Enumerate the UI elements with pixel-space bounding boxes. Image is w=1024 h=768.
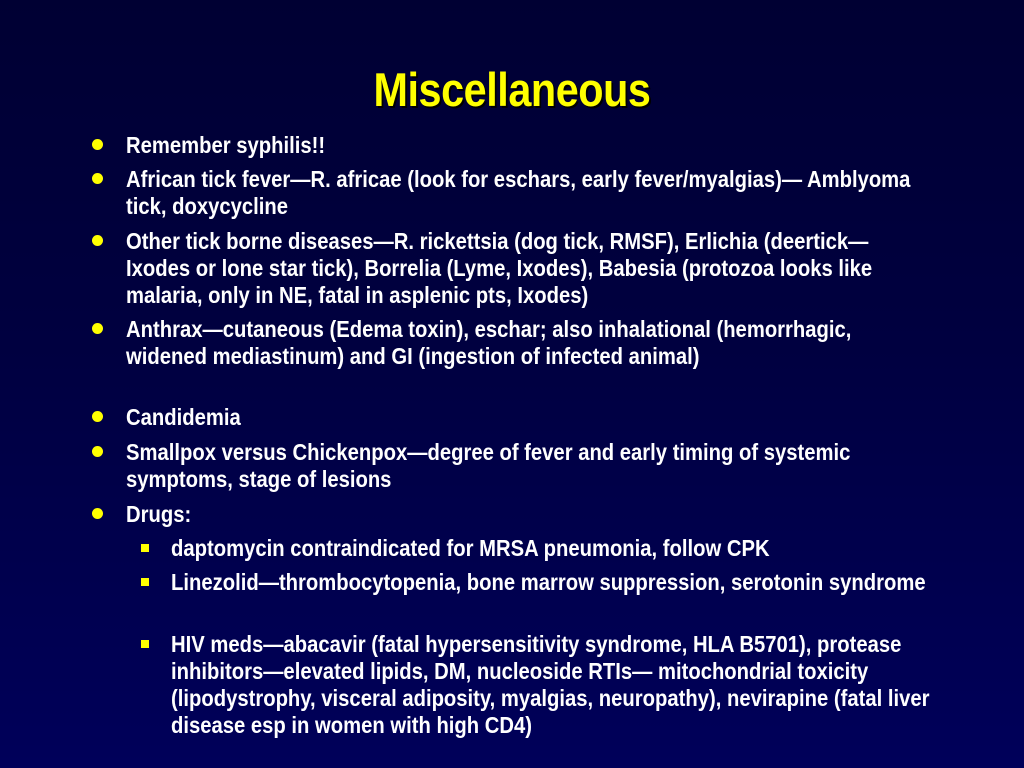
bullet-item: African tick fever—R. africae (look for eschars, early fever/myalgias)— Amblyoma tick, doxycycline bbox=[126, 166, 911, 219]
bullet-icon bbox=[92, 173, 103, 184]
bullet-icon bbox=[92, 411, 103, 422]
bullet-item: Remember syphilis!! bbox=[126, 132, 326, 158]
sub-bullet-icon bbox=[141, 640, 149, 648]
slide-title: Miscellaneous bbox=[373, 63, 651, 116]
sub-bullet-item: Linezolid—thrombocytopenia, bone marrow suppression, serotonin syndrome bbox=[171, 569, 926, 595]
sub-bullet-icon bbox=[141, 578, 149, 586]
sub-bullet-icon bbox=[141, 544, 149, 552]
bullet-item: Candidemia bbox=[126, 404, 241, 430]
sub-bullet-item: HIV meds—abacavir (fatal hypersensitivity syndrome, HLA B5701), protease inhibitors—elevated lipids, DM, nucleoside RTIs— mitochondrial toxicity (lipodystrophy, visceral adiposity, myalgias, neuropathy), nevirapine (fatal liver disease esp in women with high CD4) bbox=[171, 631, 930, 738]
bullet-item: Anthrax—cutaneous (Edema toxin), eschar; also inhalational (hemorrhagic, widened mediastinum) and GI (ingestion of infected animal) bbox=[126, 316, 852, 369]
sub-bullet-item: daptomycin contraindicated for MRSA pneumonia, follow CPK bbox=[171, 535, 770, 561]
bullet-icon bbox=[92, 446, 103, 457]
bullet-item: Other tick borne diseases—R. rickettsia (dog tick, RMSF), Erlichia (deertick—Ixodes or lone star tick), Borrelia (Lyme, Ixodes), Babesia (protozoa looks like malaria, only in NE, fatal in asplenic pts, Ixodes) bbox=[126, 228, 873, 308]
bullet-icon bbox=[92, 139, 103, 150]
bullet-icon bbox=[92, 323, 103, 334]
bullet-item: Drugs: bbox=[126, 501, 192, 527]
bullet-icon bbox=[92, 508, 103, 519]
bullet-item: Smallpox versus Chickenpox—degree of fever and early timing of systemic symptoms, stage of lesions bbox=[126, 439, 851, 492]
bullet-icon bbox=[92, 235, 103, 246]
